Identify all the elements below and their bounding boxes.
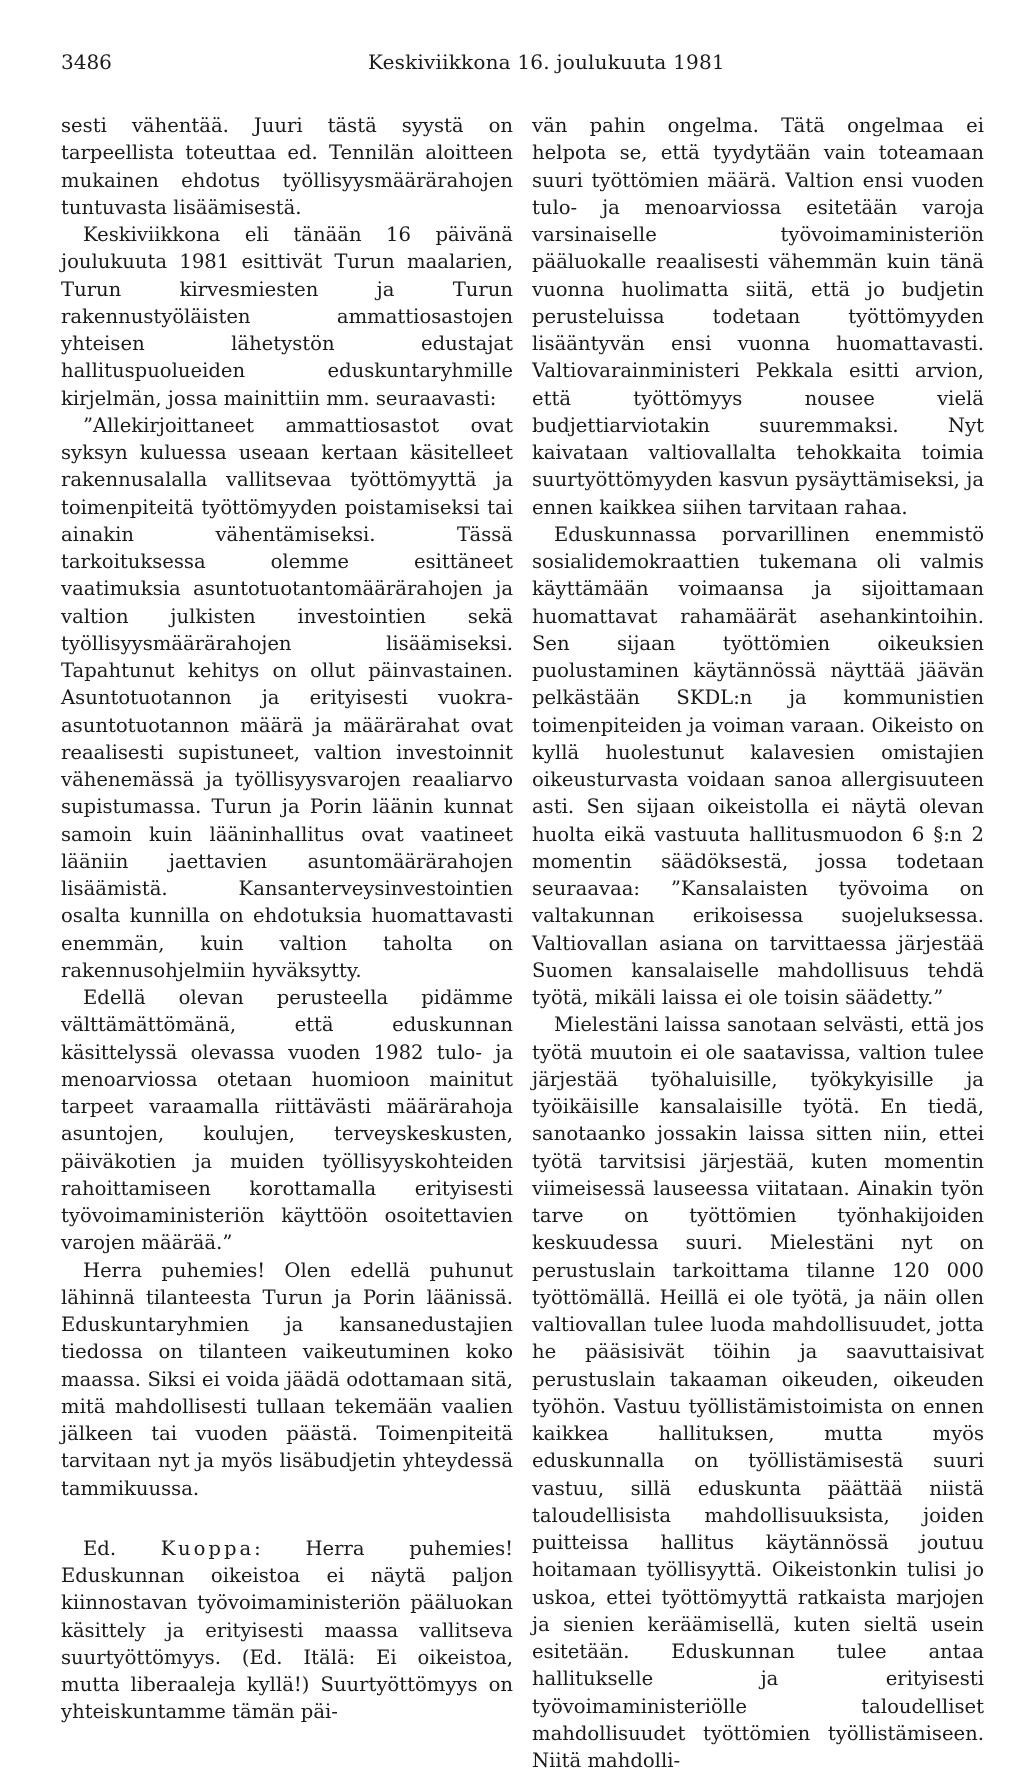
page-number: 3486 [61, 50, 112, 74]
quoted-letter-paragraph: Edellä olevan perusteella pidämme välttämättömänä, että eduskunnan käsittelyssä olevassa vuoden 1982 tulo- ja menoarviossa otetaan huomioon mainitut tarpeet varaamalla riittävästi määrärahoja asuntojen, koulujen, terveyskeskusten, päiväkotien ja muiden työllisyyskohteiden rahoittamiseen korottamalla erityisesti työvoimaministeriön käyttöön osoitettavien varojen määrää.” [61, 986, 513, 1255]
paragraph: sesti vähentää. Juuri tästä syystä on tarpeellista toteuttaa ed. Tennilän aloitteen mukainen ehdotus työllisyysmäärärahojen tuntuvasta lisäämisestä. [61, 114, 513, 219]
paragraph: vän pahin ongelma. Tätä ongelmaa ei helpota se, että tyydytään vain toteamaan suuri työttömien määrä. Valtion ensi vuoden tulo- ja menoarviossa esitetään varoja varsinaiselle työvoimaministeriön pääluokalle reaalisesti vähemmän kuin tänä vuonna huolimatta siitä, että jo budjetin perusteluissa todetaan työttömyyden lisääntyvän ensi vuonna huomattavasti. Valtiovarainministeri Pekkala esitti arvion, että työttömyys nousee vielä budjettiarviotakin suuremmaksi. Nyt kaivataan valtiovallalta tehokkaita toimia suurtyöttömyyden kasvun pysäyttämiseksi, ja ennen kaikkea siihen tarvitaan rahaa. [532, 114, 984, 519]
page-header [61, 47, 981, 77]
paragraph: Mielestäni laissa sanotaan selvästi, että jos työtä muutoin ei ole saatavissa, valtion tulee järjestää työhaluisille, työkykyisille ja työikäisille kansalaisille työtä. En tiedä, sanotaanko jossakin laissa sitten niin, ettei työtä tarvitsisi järjestää, kuten momentin viimeisessä lauseessa viitataan. Ainakin työn tarve on työttömien työnhakijoiden keskuudessa suuri. Mielestäni nyt on perustuslain tarkoittama tilanne 120 000 työttömällä. Heillä ei ole työtä, ja näin ollen valtiovallan tulee luoda mahdollisuudet, jotta he pääsisivät töihin ja saavuttaisivat perustuslain takaaman oikeuden, oikeuden työhön. Vastuu työllistämistoimista on ennen kaikkea hallituksen, mutta myös eduskunnalla on työllistämisestä suuri vastuu, sillä eduskunta päättää niistä taloudellisista mahdollisuuksista, joiden puitteissa hallitus käytännössä joutuu hoitamaan työllisyyttä. Oikeistonkin tulisi jo uskoa, ettei työttömyyttä ratkaista marjojen ja sienien keräämisellä, kuten sieltä usein esitetään. Eduskunnan tulee antaa hallitukselle ja erityisesti työvoimaministeriölle taloudelliset mahdollisuudet työttömien työllistämiseen. Niitä mahdolli- [532, 1013, 984, 1772]
speaker-prefix: Ed. [83, 1536, 161, 1560]
right-column [532, 112, 984, 1774]
left-column [61, 112, 513, 1726]
paragraph: Keskiviikkona eli tänään 16 päivänä joulukuuta 1981 esittivät Turun maalarien, Turun kirvesmiesten ja Turun rakennustyöläisten ammattiosastojen yhteisen lähetystön edustajat hallituspuolueiden eduskuntaryhmille kirjelmän, jossa mainittiin mm. seuraavasti: [61, 223, 513, 410]
quoted-letter-paragraph: ”Allekirjoittaneet ammattiosastot ovat syksyn kuluessa useaan kertaan käsitelleet rakennusalalla vallitsevaa työttömyyttä ja toimenpiteitä työttömyyden poistamiseksi tai ainakin vähentämiseksi. Tässä tarkoituksessa olemme esittäneet vaatimuksia asuntotuotantomäärärahojen ja valtion julkisten investointien sekä työllisyysmäärärahojen lisäämiseksi. Tapahtunut kehitys on ollut päinvastainen. Asuntotuotannon ja erityisesti vuokra-asuntotuotannon määrä ja määrärahat ovat reaalisesti supistuneet, valtion investoinnit vähenemässä ja työllisyysvarojen reaaliarvo supistumassa. Turun ja Porin läänin kunnat samoin kuin lääninhallitus ovat vaatineet lääniin jaettavien asuntomäärärahojen lisäämistä. Kansanterveysinvestointien osalta kunnilla on ehdotuksia huomattavasti enemmän, kuin valtion taholta on rakennusohjelmiin hyväksytty. [61, 413, 513, 982]
speaker-name: Kuoppa [160, 1536, 255, 1560]
running-title: Keskiviikkona 16. joulukuuta 1981 [368, 50, 725, 74]
speech-paragraph [61, 1535, 513, 1726]
paragraph: Eduskunnassa porvarillinen enemmistö sosialidemokraattien tukemana oli valmis käyttämään voimaansa ja sijoittamaan huomattavat rahamäärät asehankintoihin. Sen sijaan työttömien oikeuksien puolustaminen käytännössä näyttää jäävän pelkästään SKDL:n ja kommunistien toimenpiteiden ja voiman varaan. Oikeisto on kyllä huolestunut kalavesien omistajien oikeusturvasta voidaan sanoa allergisuuteen asti. Sen sijaan oikeistolla ei näytä olevan huolta eikä vastuuta hallitusmuodon 6 §:n 2 momentin säädöksestä, jossa todetaan seuraavaa: ”Kansalaisten työvoima on valtakunnan erikoisessa suojeluksessa. Valtiovallan asiana on tarvittaessa järjestää Suomen kansalaiselle mahdollisuus tehdä työtä, mikäli laissa ei ole toisin säädetty.” [532, 522, 984, 1009]
speech-text: : Herra puhemies! Eduskunnan oikeistoa ei näytä paljon kiinnostavan työvoimaministeriön pääluokan käsittely ja erityisesti maassa vallitseva suurtyöttömyys. (Ed. Itälä: Ei oikeistoa, mutta liberaaleja kyllä!) Suurtyöttömyys on yhteiskuntamme tämän päi- [61, 1536, 514, 1724]
paragraph: Herra puhemies! Olen edellä puhunut lähinnä tilanteesta Turun ja Porin läänissä. Eduskuntaryhmien ja kansanedustajien tiedossa on tilanteen vaikeutuminen koko maassa. Siksi ei voida jäädä odottamaan sitä, mitä mahdollisesti tullaan tekemään vaalien jälkeen tai vuoden päästä. Toimenpiteitä tarvitaan nyt ja myös lisäbudjetin yhteydessä tammikuussa. [61, 1258, 513, 1500]
